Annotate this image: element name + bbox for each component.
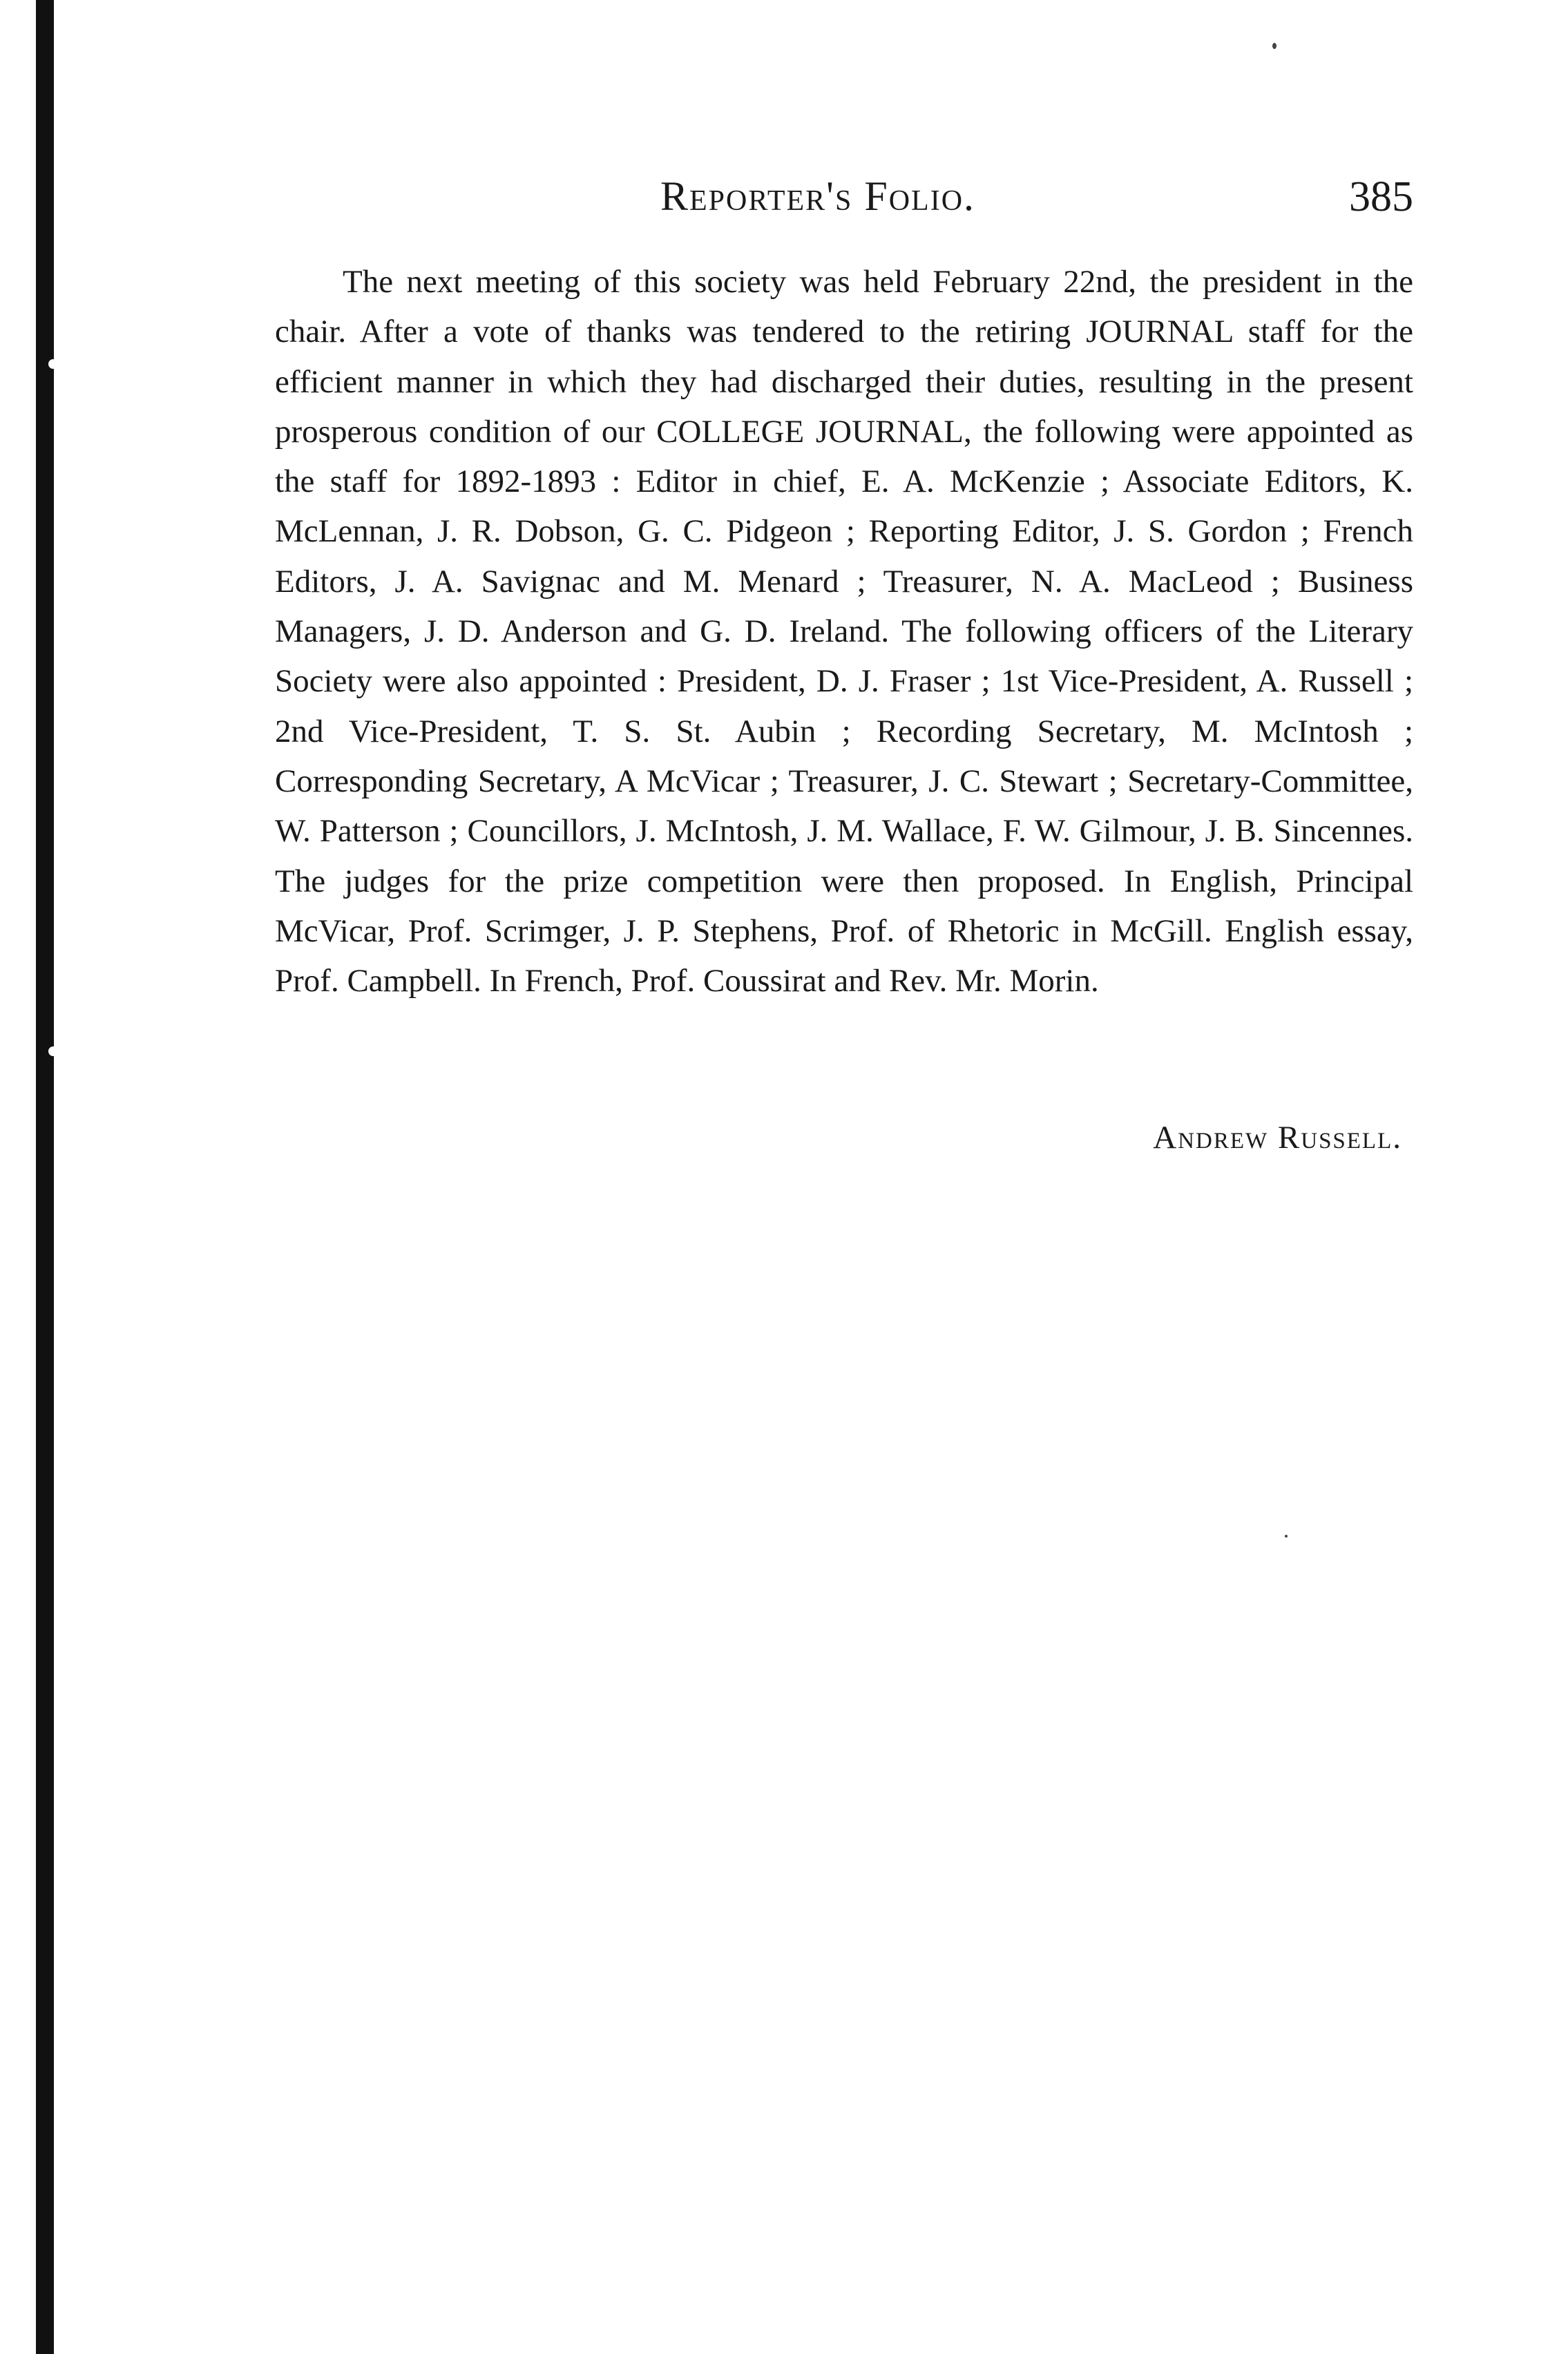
ink-speck (1285, 1535, 1288, 1538)
article-body: The next meeting of this society was held February 22nd, the president in the chair. After a vote of thanks was tendered to the retiring JOURNAL staff for the efficient manner in which they had discharged their duties, resulting in the present prosperous condition of our COLLEGE JOURNAL, the following were appointed as the staff for 1892-1893 : Editor in chief, E. A. McKenzie ; Associate Editors, K. McLennan, J. R. Dobson, G. C. Pidgeon ; Reporting Editor, J. S. Gordon ; French Editors, J. A. Savignac and M. Menard ; Treasurer, N. A. MacLeod ; Business Managers, J. D. Anderson and G. D. Ireland. The following officers of the Literary Society were also appointed : President, D. J. Fraser ; 1st Vice-President, A. Russell ; 2nd Vice-President, T. S. St. Aubin ; Recording Secretary, M. McIntosh ; Corresponding Secretary, A McVicar ; Treasurer, J. C. Stewart ; Secretary-Committee, W. Patterson ; Councillors, J. McIntosh, J. M. Wallace, F. W. Gilmour, J. B. Sincennes. The judges for the prize competition were then proposed. In English, Principal McVicar, Prof. Scrimger, J. P. Stephens, Prof. of Rhetoric in McGill. English essay, Prof. Campbell. In French, Prof. Coussirat and Rev. Mr. Morin. (275, 264, 1413, 999)
page-binding-edge (36, 0, 54, 2354)
page-header (275, 173, 1413, 235)
ink-speck (1272, 43, 1277, 49)
author-signature: Andrew Russell. (1153, 1120, 1402, 1156)
binding-notch (48, 1046, 58, 1056)
page-number: 385 (1349, 173, 1413, 220)
binding-notch (48, 359, 58, 369)
running-title: Reporter's Folio. (660, 173, 976, 219)
